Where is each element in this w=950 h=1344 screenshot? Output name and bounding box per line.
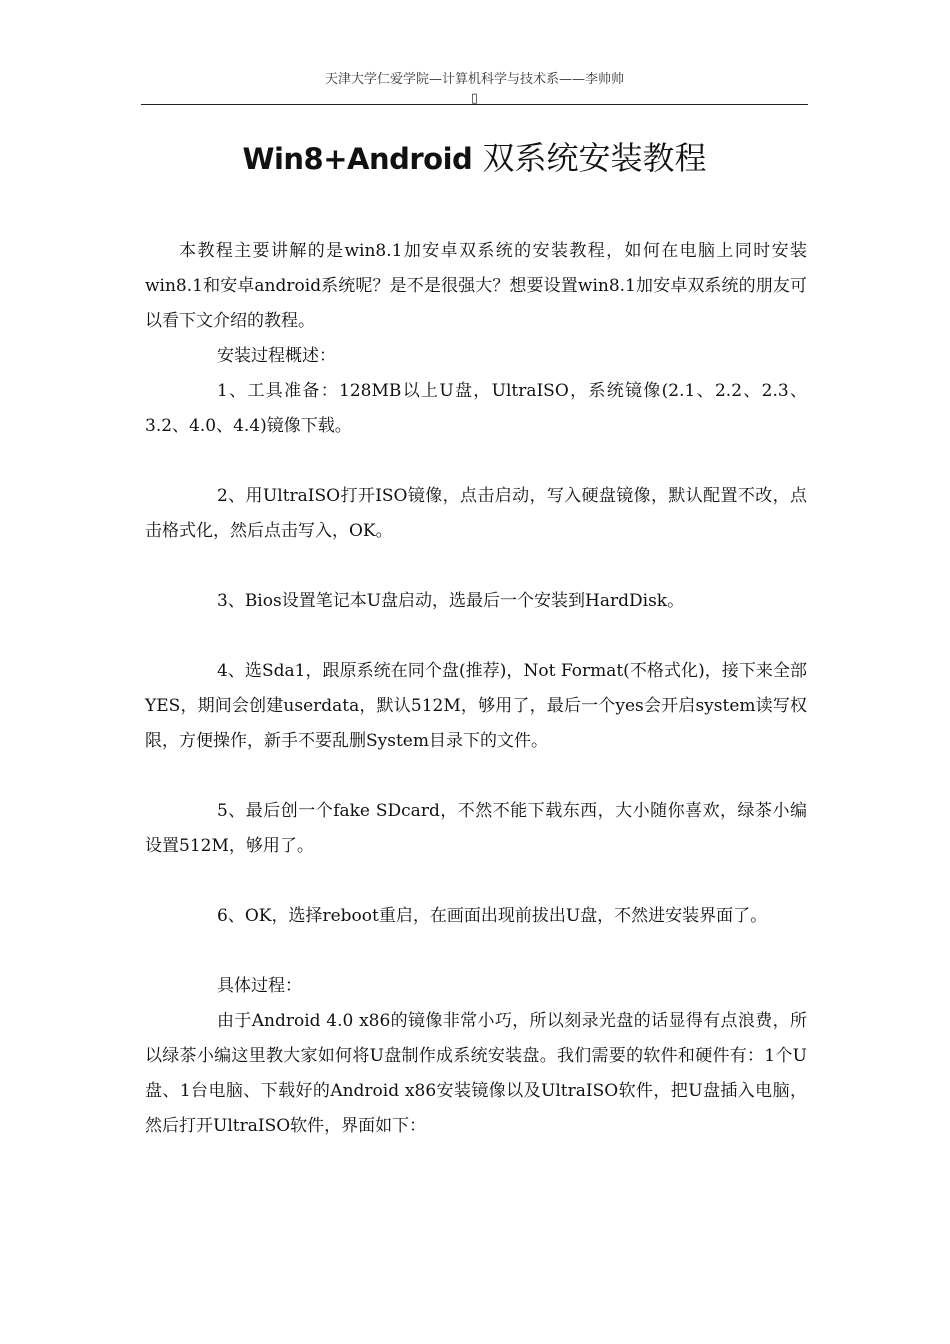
header-divider xyxy=(141,104,808,105)
title-latin: Win8+Android xyxy=(242,142,473,176)
spacer xyxy=(145,934,807,969)
document-title xyxy=(141,136,808,181)
spacer xyxy=(145,619,807,654)
details-paragraph: 由于Android 4.0 x86的镜像非常小巧，所以刻录光盘的话显得有点浪费，所以绿茶小编这里教大家如何将U盘制作成系统安装盘。我们需要的软件和硬件有：1个U盘、1台电脑、下载好的Android x86安装镜像以及UltraISO软件，把U盘插入电脑，然后打开UltraISO软件，界面如下： xyxy=(145,1011,807,1136)
step-3: 3、Bios设置笔记本U盘启动，选最后一个安装到HardDisk。 xyxy=(217,591,685,611)
step-1: 1、工具准备：128MB以上U盘，UltraISO，系统镜像(2.1、2.2、2.3、3.2、4.0、4.4)镜像下载。 xyxy=(145,381,807,436)
title-cjk: 双系统安装教程 xyxy=(482,139,707,177)
step-6: 6、OK，选择reboot重启，在画面出现前拔出U盘，不然进安装界面了。 xyxy=(217,906,768,926)
document-body xyxy=(145,234,807,1144)
step-4: 4、选Sda1，跟原系统在同个盘(推荐)，Not Format(不格式化)，接下来全部YES，期间会创建userdata，默认512M，够用了，最后一个yes会开启system读写权限，方便操作，新手不要乱删System目录下的文件。 xyxy=(145,661,807,751)
step-2: 2、用UltraISO打开ISO镜像，点击启动，写入硬盘镜像，默认配置不改，点击格式化，然后点击写入，OK。 xyxy=(145,486,807,541)
spacer xyxy=(145,549,807,584)
overview-heading: 安装过程概述： xyxy=(217,346,336,366)
header-trailing-glyph: ▯ xyxy=(470,91,479,106)
details-heading: 具体过程： xyxy=(217,976,302,996)
header-text: 天津大学仁爱学院—计算机科学与技术系——李帅帅 xyxy=(324,72,624,87)
page-header xyxy=(141,70,808,108)
step-5: 5、最后创一个fake SDcard，不然不能下载东西，大小随你喜欢，绿茶小编设置512M，够用了。 xyxy=(145,801,807,856)
spacer xyxy=(145,444,807,479)
spacer xyxy=(145,864,807,899)
spacer xyxy=(145,759,807,794)
intro-paragraph: 本教程主要讲解的是win8.1加安卓双系统的安装教程，如何在电脑上同时安装win8.1和安卓android系统呢？是不是很强大？想要设置win8.1加安卓双系统的朋友可以看下文介绍的教程。 xyxy=(145,241,807,331)
